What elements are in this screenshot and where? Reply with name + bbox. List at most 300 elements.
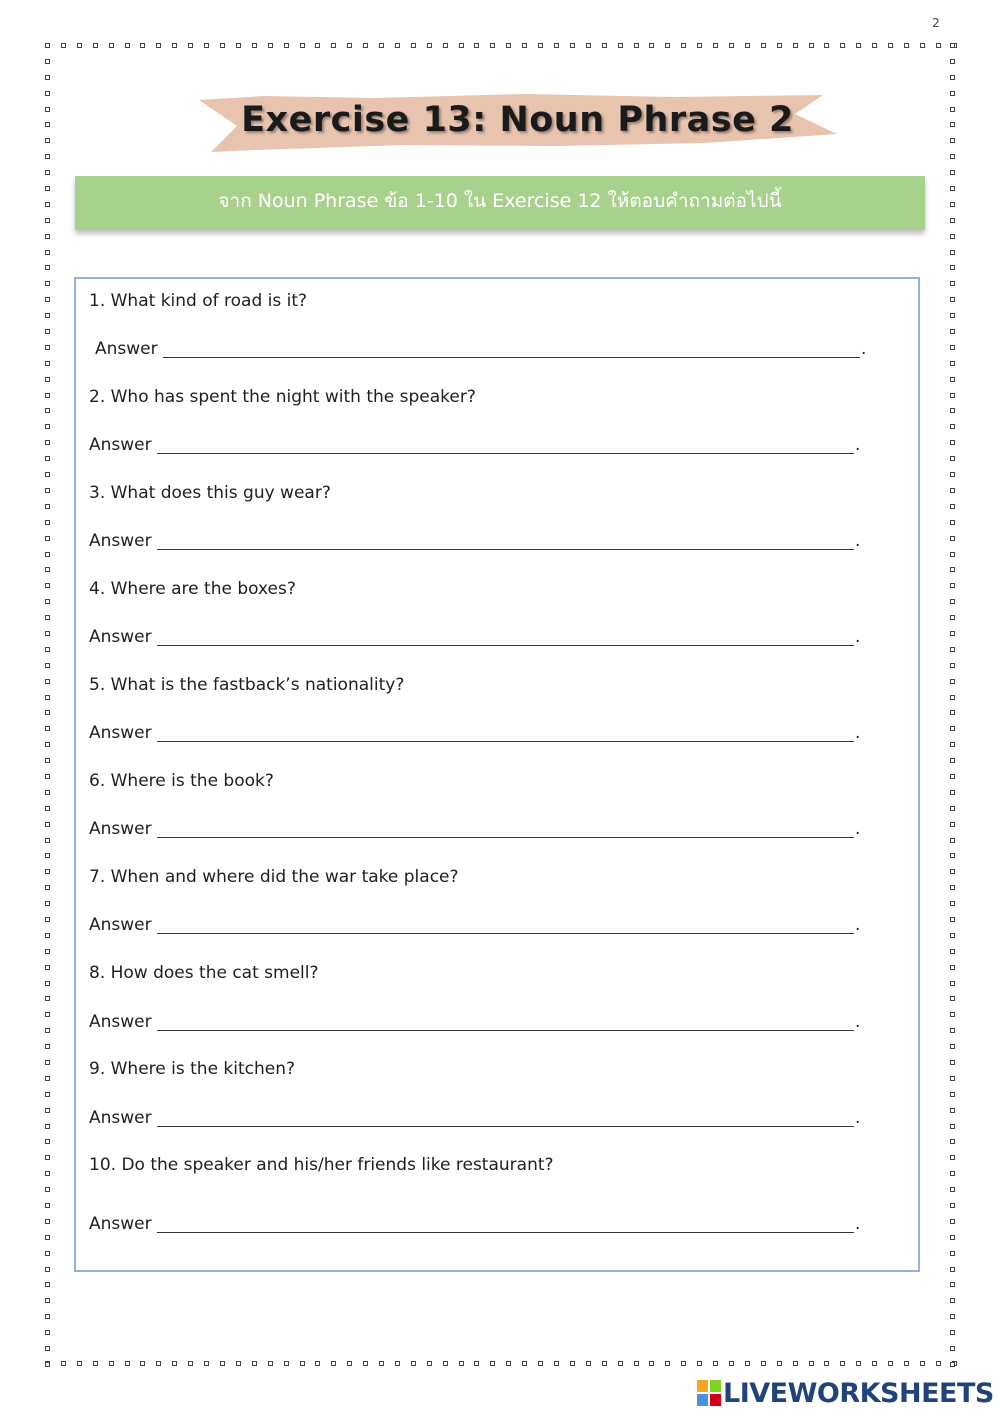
- border-dot: [347, 1361, 352, 1366]
- border-dot: [522, 1361, 527, 1366]
- border-dot: [45, 949, 50, 954]
- border-dot: [602, 43, 607, 48]
- border-dot: [45, 186, 50, 191]
- border-dot: [920, 1361, 925, 1366]
- border-dot: [284, 1361, 289, 1366]
- border-dot: [490, 43, 495, 48]
- border-dot: [936, 1361, 941, 1366]
- question-3: 3. What does this guy wear?: [89, 483, 331, 503]
- border-dot: [950, 758, 955, 763]
- border-dot: [950, 1108, 955, 1113]
- border-dot: [950, 138, 955, 143]
- answer-label: Answer: [89, 531, 152, 551]
- border-dot: [45, 424, 50, 429]
- border-dot: [93, 1361, 98, 1366]
- border-dot: [411, 1361, 416, 1366]
- border-dot: [45, 710, 50, 715]
- border-dot: [950, 1330, 955, 1335]
- border-dot: [204, 1361, 209, 1366]
- border-dot: [950, 615, 955, 620]
- border-dot: [284, 43, 289, 48]
- border-dot: [761, 43, 766, 48]
- border-dot: [729, 1361, 734, 1366]
- border-dot: [363, 1361, 368, 1366]
- border-dot: [888, 43, 893, 48]
- border-dot: [950, 996, 955, 1001]
- border-dot: [45, 1314, 50, 1319]
- border-dot: [45, 1124, 50, 1129]
- question-6: 6. Where is the book?: [89, 771, 274, 791]
- border-dot: [950, 599, 955, 604]
- border-dot: [697, 43, 702, 48]
- border-dot: [45, 933, 50, 938]
- border-dot: [188, 1361, 193, 1366]
- border-dot: [45, 1235, 50, 1240]
- border-dot: [45, 234, 50, 239]
- answer-label: Answer: [89, 435, 152, 455]
- border-dot: [950, 933, 955, 938]
- border-dot: [459, 1361, 464, 1366]
- border-dot: [236, 1361, 241, 1366]
- border-dot: [379, 43, 384, 48]
- border-dot: [45, 504, 50, 509]
- border-dot: [140, 1361, 145, 1366]
- border-dot: [538, 1361, 543, 1366]
- border-dot: [45, 822, 50, 827]
- border-dot: [45, 1012, 50, 1017]
- answer-blank-7[interactable]: [157, 933, 854, 934]
- border-dot: [522, 43, 527, 48]
- answer-label: Answer: [89, 1214, 152, 1234]
- answer-period: .: [855, 1214, 861, 1234]
- border-dot: [45, 1251, 50, 1256]
- border-dot: [950, 1298, 955, 1303]
- border-dot: [950, 186, 955, 191]
- border-dot: [427, 1361, 432, 1366]
- border-dot: [950, 1012, 955, 1017]
- border-dot: [490, 1361, 495, 1366]
- border-dot: [840, 1361, 845, 1366]
- border-dot: [618, 1361, 623, 1366]
- border-dot: [809, 43, 814, 48]
- border-dot: [45, 567, 50, 572]
- border-dot: [570, 1361, 575, 1366]
- border-dot: [602, 1361, 607, 1366]
- border-dot: [586, 43, 591, 48]
- border-dot: [950, 869, 955, 874]
- answer-label: Answer: [95, 339, 158, 359]
- border-dot: [950, 59, 955, 64]
- border-dot: [681, 43, 686, 48]
- border-dot: [61, 43, 66, 48]
- border-dot: [77, 43, 82, 48]
- border-dot: [45, 281, 50, 286]
- border-dot: [950, 838, 955, 843]
- border-dot: [950, 265, 955, 270]
- border-dot: [45, 1108, 50, 1113]
- question-7: 7. When and where did the war take place?: [89, 867, 459, 887]
- border-dot: [172, 1361, 177, 1366]
- border-dot: [45, 218, 50, 223]
- border-dot: [45, 806, 50, 811]
- border-dot: [950, 234, 955, 239]
- border-dot: [45, 1362, 50, 1367]
- border-dot: [220, 1361, 225, 1366]
- instruction-bar: จาก Noun Phrase ข้อ 1-10 ใน Exercise 12 ให้ตอบคำถามต่อไปนี้: [75, 176, 925, 230]
- answer-blank-1[interactable]: [163, 357, 860, 358]
- border-dot: [872, 1361, 877, 1366]
- border-dot: [950, 885, 955, 890]
- border-dot: [950, 822, 955, 827]
- border-dot: [443, 1361, 448, 1366]
- border-dot: [950, 1362, 955, 1367]
- answer-period: .: [855, 915, 861, 935]
- answer-label: Answer: [89, 723, 152, 743]
- border-dot: [45, 1346, 50, 1351]
- border-dot: [809, 1361, 814, 1366]
- border-dot: [45, 663, 50, 668]
- answer-blank-6[interactable]: [157, 837, 854, 838]
- border-dot: [950, 790, 955, 795]
- border-dot: [950, 1092, 955, 1097]
- border-dot: [45, 361, 50, 366]
- answer-period: .: [861, 339, 867, 359]
- border-dot: [474, 1361, 479, 1366]
- border-dot: [45, 250, 50, 255]
- border-dot: [950, 472, 955, 477]
- border-dot: [45, 265, 50, 270]
- border-dot: [45, 297, 50, 302]
- border-dot: [950, 1346, 955, 1351]
- border-dot: [379, 1361, 384, 1366]
- border-dot: [395, 1361, 400, 1366]
- border-dot: [45, 981, 50, 986]
- answer-period: .: [855, 723, 861, 743]
- border-dot: [950, 43, 955, 48]
- border-dot: [300, 1361, 305, 1366]
- border-dot: [950, 170, 955, 175]
- answer-row-9: [89, 1106, 869, 1130]
- border-dot: [45, 456, 50, 461]
- border-dot: [950, 647, 955, 652]
- border-dot: [856, 43, 861, 48]
- border-dot: [45, 869, 50, 874]
- border-dot: [459, 43, 464, 48]
- answer-label: Answer: [89, 915, 152, 935]
- answer-period: .: [855, 531, 861, 551]
- border-dot: [109, 43, 114, 48]
- question-9: 9. Where is the kitchen?: [89, 1059, 296, 1079]
- border-dot: [950, 313, 955, 318]
- border-dot: [252, 1361, 257, 1366]
- answer-period: .: [855, 819, 861, 839]
- border-dot: [904, 43, 909, 48]
- border-dot: [45, 393, 50, 398]
- border-dot: [777, 43, 782, 48]
- border-dot: [950, 393, 955, 398]
- border-dot: [331, 43, 336, 48]
- answer-row-1: [95, 337, 875, 361]
- border-dot: [745, 1361, 750, 1366]
- border-dot: [713, 1361, 718, 1366]
- border-dot: [45, 1139, 50, 1144]
- border-dot: [315, 1361, 320, 1366]
- question-10: 10. Do the speaker and his/her friends like restaurant?: [89, 1155, 554, 1175]
- answer-label: Answer: [89, 627, 152, 647]
- border-dot: [713, 43, 718, 48]
- border-dot: [45, 583, 50, 588]
- border-dot: [649, 1361, 654, 1366]
- border-dot: [45, 202, 50, 207]
- border-dot: [363, 43, 368, 48]
- border-dot: [45, 790, 50, 795]
- border-dot: [920, 43, 925, 48]
- border-dot: [93, 43, 98, 48]
- border-dot: [950, 981, 955, 986]
- border-dot: [824, 1361, 829, 1366]
- border-dot: [665, 1361, 670, 1366]
- border-dot: [220, 43, 225, 48]
- answer-blank-2[interactable]: [157, 453, 854, 454]
- answer-blank-8[interactable]: [157, 1030, 854, 1031]
- answer-row-5: [89, 721, 869, 745]
- border-dot: [950, 520, 955, 525]
- border-dot: [45, 853, 50, 858]
- border-dot: [950, 679, 955, 684]
- border-dot: [950, 1060, 955, 1065]
- page-title: Exercise 13: Noun Phrase 2: [241, 100, 794, 140]
- border-dot: [950, 1267, 955, 1272]
- border-dot: [45, 345, 50, 350]
- border-dot: [950, 1076, 955, 1081]
- border-dot: [950, 806, 955, 811]
- answer-row-4: [89, 625, 869, 649]
- border-dot: [570, 43, 575, 48]
- border-dot: [45, 1330, 50, 1335]
- border-dot: [506, 43, 511, 48]
- answer-period: .: [855, 435, 861, 455]
- border-dot: [950, 774, 955, 779]
- border-dot: [950, 567, 955, 572]
- answer-row-6: [89, 817, 869, 841]
- border-dot: [188, 43, 193, 48]
- border-dot: [793, 43, 798, 48]
- border-dot: [950, 1187, 955, 1192]
- border-dot: [950, 1219, 955, 1224]
- border-dot: [268, 1361, 273, 1366]
- border-dot: [45, 774, 50, 779]
- border-dot: [950, 218, 955, 223]
- border-dot: [950, 1028, 955, 1033]
- border-dot: [950, 91, 955, 96]
- border-dot: [950, 901, 955, 906]
- border-dot: [950, 917, 955, 922]
- answer-row-7: [89, 913, 869, 937]
- border-dot: [950, 488, 955, 493]
- border-dot: [45, 996, 50, 1001]
- answer-blank-3[interactable]: [157, 549, 854, 550]
- border-dot: [950, 1235, 955, 1240]
- border-dot: [443, 43, 448, 48]
- border-dot: [950, 75, 955, 80]
- border-dot: [45, 1298, 50, 1303]
- border-dot: [824, 43, 829, 48]
- border-dot: [45, 138, 50, 143]
- border-dot: [45, 59, 50, 64]
- answer-blank-10[interactable]: [157, 1232, 854, 1233]
- border-dot: [45, 536, 50, 541]
- border-dot: [395, 43, 400, 48]
- border-dot: [45, 1060, 50, 1065]
- border-dot: [45, 726, 50, 731]
- border-dot: [950, 361, 955, 366]
- border-dot: [950, 631, 955, 636]
- border-dot: [950, 504, 955, 509]
- border-dot: [45, 1092, 50, 1097]
- border-dot: [347, 43, 352, 48]
- border-dot: [45, 1171, 50, 1176]
- border-dot: [950, 250, 955, 255]
- border-dot: [45, 1044, 50, 1049]
- liveworksheets-logo-icon: [697, 1380, 721, 1406]
- border-dot: [554, 1361, 559, 1366]
- border-dot: [950, 456, 955, 461]
- border-dot: [45, 1267, 50, 1272]
- border-dot: [45, 75, 50, 80]
- border-dot: [45, 885, 50, 890]
- border-dot: [45, 838, 50, 843]
- answer-row-8: [89, 1010, 869, 1034]
- border-dot: [45, 313, 50, 318]
- border-dot: [665, 43, 670, 48]
- border-dot: [950, 297, 955, 302]
- border-dot: [950, 583, 955, 588]
- border-dot: [950, 377, 955, 382]
- border-dot: [125, 1361, 130, 1366]
- answer-blank-5[interactable]: [157, 741, 854, 742]
- border-dot: [950, 710, 955, 715]
- border-dot: [300, 43, 305, 48]
- border-dot: [950, 695, 955, 700]
- border-dot: [45, 377, 50, 382]
- question-2: 2. Who has spent the night with the speaker?: [89, 387, 476, 407]
- border-dot: [45, 917, 50, 922]
- question-5: 5. What is the fastback’s nationality?: [89, 675, 405, 695]
- border-dot: [125, 43, 130, 48]
- border-dot: [950, 1171, 955, 1176]
- border-dot: [793, 1361, 798, 1366]
- border-dot: [45, 1219, 50, 1224]
- border-dot: [45, 1203, 50, 1208]
- border-dot: [950, 202, 955, 207]
- liveworksheets-brand: [697, 1376, 994, 1410]
- border-dot: [268, 43, 273, 48]
- border-dot: [554, 43, 559, 48]
- border-dot: [950, 1314, 955, 1319]
- border-dot: [45, 1076, 50, 1081]
- border-dot: [140, 43, 145, 48]
- border-dot: [888, 1361, 893, 1366]
- border-dot: [45, 329, 50, 334]
- border-dot: [950, 329, 955, 334]
- answer-row-3: [89, 529, 869, 553]
- answer-label: Answer: [89, 1108, 152, 1128]
- border-dot: [45, 472, 50, 477]
- border-dot: [411, 43, 416, 48]
- border-dot: [634, 1361, 639, 1366]
- border-dot: [950, 853, 955, 858]
- question-8: 8. How does the cat smell?: [89, 963, 319, 983]
- border-dot: [950, 663, 955, 668]
- border-dot: [697, 1361, 702, 1366]
- question-1: 1. What kind of road is it?: [89, 291, 308, 311]
- border-dot: [45, 552, 50, 557]
- border-dot: [950, 552, 955, 557]
- border-dot: [45, 599, 50, 604]
- border-dot: [45, 107, 50, 112]
- border-dot: [236, 43, 241, 48]
- border-dot: [204, 43, 209, 48]
- border-dot: [45, 408, 50, 413]
- border-dot: [950, 726, 955, 731]
- border-dot: [840, 43, 845, 48]
- border-dot: [936, 43, 941, 48]
- answer-period: .: [855, 1012, 861, 1032]
- border-dot: [872, 43, 877, 48]
- border-dot: [745, 43, 750, 48]
- border-dot: [950, 1282, 955, 1287]
- border-dot: [45, 91, 50, 96]
- border-dot: [331, 1361, 336, 1366]
- question-4: 4. Where are the boxes?: [89, 579, 296, 599]
- answer-period: .: [855, 1108, 861, 1128]
- border-dot: [777, 1361, 782, 1366]
- border-dot: [586, 1361, 591, 1366]
- border-dot: [950, 408, 955, 413]
- border-dot: [538, 43, 543, 48]
- border-dot: [950, 1124, 955, 1129]
- border-dot: [950, 345, 955, 350]
- border-dot: [506, 1361, 511, 1366]
- answer-blank-4[interactable]: [157, 645, 854, 646]
- answer-blank-9[interactable]: [157, 1126, 854, 1127]
- border-dot: [729, 43, 734, 48]
- border-dot: [950, 281, 955, 286]
- border-dot: [45, 154, 50, 159]
- border-dot: [77, 1361, 82, 1366]
- border-dot: [950, 440, 955, 445]
- answer-label: Answer: [89, 1012, 152, 1032]
- border-dot: [45, 1187, 50, 1192]
- border-dot: [618, 43, 623, 48]
- border-dot: [45, 647, 50, 652]
- border-dot: [950, 1139, 955, 1144]
- border-dot: [315, 43, 320, 48]
- border-dot: [634, 43, 639, 48]
- border-dot: [45, 170, 50, 175]
- border-dot: [252, 43, 257, 48]
- border-dot: [761, 1361, 766, 1366]
- answer-row-10: [89, 1212, 869, 1236]
- border-dot: [45, 1028, 50, 1033]
- border-dot: [950, 949, 955, 954]
- border-dot: [45, 488, 50, 493]
- border-dot: [45, 631, 50, 636]
- border-dot: [45, 695, 50, 700]
- border-dot: [950, 1251, 955, 1256]
- border-dot: [156, 1361, 161, 1366]
- border-dot: [45, 122, 50, 127]
